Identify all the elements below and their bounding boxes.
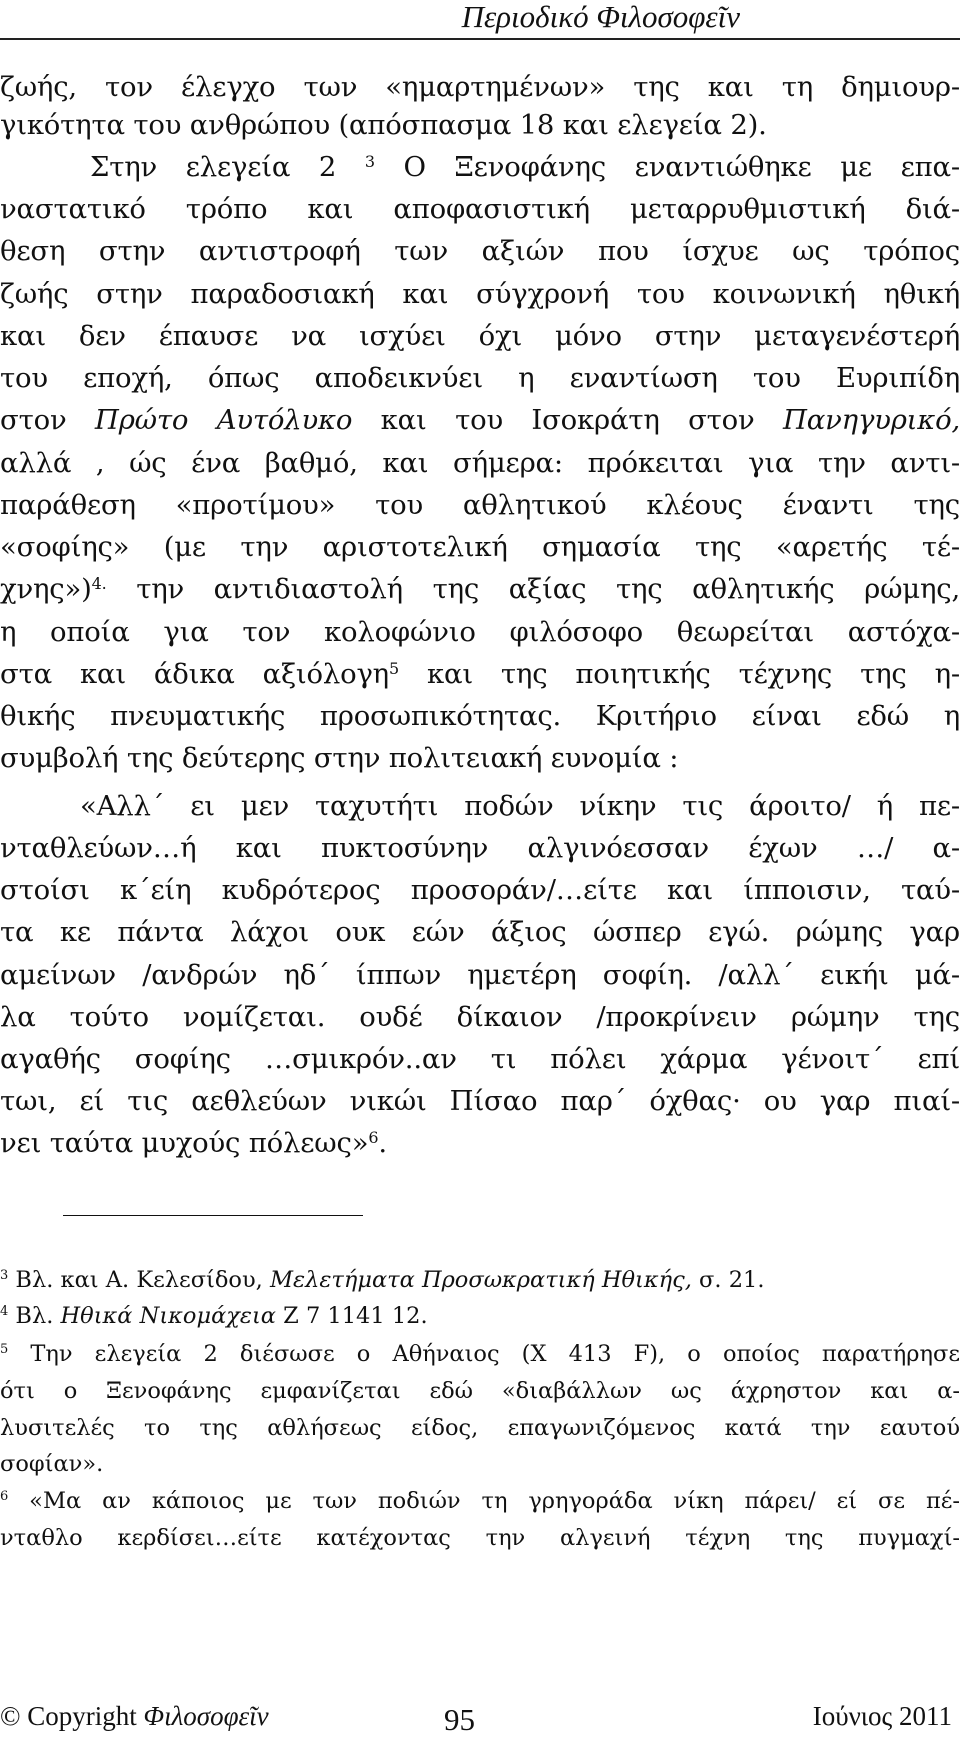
page-footer <box>0 1696 960 1736</box>
journal-title: Περιοδικό Φιλοσοφεῖν <box>461 0 740 34</box>
quote-line: λα τούτο νομίζεται. ουδέ δίκαιον /προκρίνειν ρώμην της <box>0 1001 960 1033</box>
issue-date: Ιούνιος 2011 <box>812 1701 952 1731</box>
quote-line: στοίσι κ΄είη κυδρότερος προσοράν/…είτε και ίπποισιν, ταύ- <box>0 874 960 906</box>
title-panegyrikos: Πανηγυρικό, <box>783 404 960 436</box>
footnote-5-line: ότι ο Ξενοφάνης εμφανίζεται εδώ «διαβάλλων ως άχρηστον και α- <box>0 1378 960 1404</box>
quote-line: νει ταύτα μυχούς πόλεως»$^6$. <box>0 1127 387 1159</box>
body-line: στα και άδικα αξιόλογη$^5$ και της ποιητικής τέχνης της η- <box>0 658 960 690</box>
quote-line: «Αλλ΄ ει μεν ταχυτήτι ποδών νίκην τις άροιτο/ ή πε- <box>80 790 960 822</box>
footnote-ref-4: 4. <box>91 574 107 593</box>
body-line: του εποχή, όπως αποδεικνύει η εναντίωση του Ευριπίδη <box>0 362 960 394</box>
page-number: 95 <box>444 1702 475 1737</box>
footnote-4: $^4$ Βλ. Ηθικά Νικομάχεια Ζ 7 1141 12. <box>0 1303 428 1329</box>
footnote-3: $^3$ Βλ. και Α. Κελεσίδου, Μελετήματα Προσωκρατική Ηθικής, σ. 21. <box>0 1267 765 1293</box>
footnote-5-line: λυσιτελές το της αθλήσεως είδος, επαγωνιζόμενος κατά την εαυτού <box>0 1415 960 1441</box>
body-line: γικότητα του ανθρώπου (απόσπασμα 18 και ελεγεία 2). <box>0 109 767 141</box>
body-line: και δεν έπαυσε να ισχύει όχι μόνο στην μεταγενέστερή <box>0 320 960 352</box>
body-line: αλλά , ώς ένα βαθμό, και σήμερα: πρόκειται για την αντι- <box>0 447 960 479</box>
quote-line: τα κε πάντα λάχοι ουκ εών άξιος ώσπερ εγώ. ρώμης γαρ <box>0 916 960 948</box>
body-line: «σοφίης» (με την αριστοτελική σημασία της «αρετής τέ- <box>0 531 960 563</box>
body-line: ζωής στην παραδοσιακή και σύγχρονή του κοινωνική ηθική <box>0 278 960 310</box>
body-line: θικής πνευματικής προσωπικότητας. Κριτήριο είναι εδώ η <box>0 700 960 732</box>
quote-line: αγαθής σοφίης …σμικρόν..αν τι πόλει χάρμα γένοιτ΄ επί <box>0 1043 960 1075</box>
body-line: θεση στην αντιστροφή των αξιών που ίσχυε ως τρόπος <box>0 235 960 267</box>
body-line: συμβολή της δεύτερης στην πολιτειακή ευνομία : <box>0 742 679 774</box>
title-protos-autolykos: Πρώτο Αυτόλυκο <box>94 404 353 436</box>
body-line: η οποία για τον κολοφώνιο φιλόσοφο θεωρείται αστόχα- <box>0 616 960 648</box>
body-line: χνης»)$^{4.}$ την αντιδιαστολή της αξίας της αθλητικής ρώμης, <box>0 573 960 605</box>
copyright-notice: © Copyright Φιλοσοφεῖν <box>0 1701 269 1731</box>
footnote-separator <box>63 1215 363 1216</box>
footnote-5: $^5$ Την ελεγεία 2 διέσωσε ο Αθήναιος (Χ 413 F), ο οποίος παρατήρησε <box>0 1341 960 1367</box>
body-line: ναστατικό τρόπο και αποφασιστική μεταρρυθμιστική διά- <box>0 193 960 225</box>
header-rule <box>0 38 960 40</box>
footnote-6: $^6$ «Μα αν κάποιος με των ποδιών τη γρηγοράδα νίκη πάρει/ εί σε πέ- <box>0 1488 960 1514</box>
footnote-ref-5: 5 <box>388 659 399 678</box>
quote-line: νταθλεύων…ή και πυκτοσύνην αλγινόεσσαν έχων …/ α- <box>0 832 960 864</box>
footnote-5-line: σοφίαν». <box>0 1451 104 1477</box>
footnote-ref-6: 6 <box>368 1128 379 1147</box>
footnote-6-line: νταθλο κερδίσει…είτε κατέχοντας την αλγεινή τέχνη της πυγμαχί- <box>0 1525 960 1551</box>
body-line: στον Πρώτο Αυτόλυκο και του Ισοκράτη στον Πανηγυρικό, <box>0 404 960 436</box>
quote-line: αμείνων /ανδρών ηδ΄ ίππων ημετέρη σοφίη. /αλλ΄ εικήι μά- <box>0 959 960 991</box>
body-line: παράθεση «προτίμου» του αθλητικού κλέους έναντι της <box>0 489 960 521</box>
running-header <box>0 0 960 34</box>
footnote-ref-3: 3 <box>364 152 375 171</box>
body-line: Στην ελεγεία 2 $^3$ Ο Ξενοφάνης εναντιώθηκε με επα- <box>90 151 960 183</box>
body-line: ζωής, τον έλεγχο των «ημαρτημένων» της και τη δημιουρ- <box>0 71 960 103</box>
quote-line: τωι, εί τις αεθλεύων νικώι Πίσαο παρ΄ όχθας· ου γαρ πιαί- <box>0 1085 960 1117</box>
